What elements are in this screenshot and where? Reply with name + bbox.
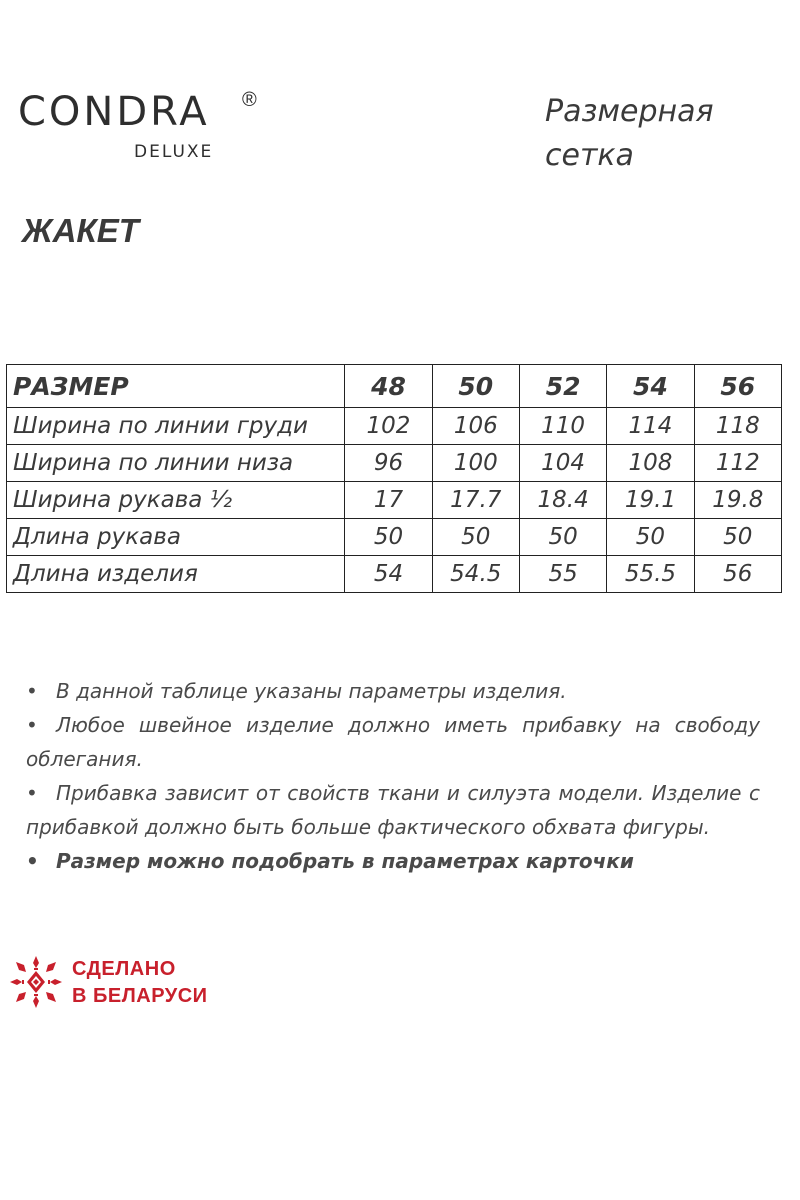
table-cell: 54.5 [432, 556, 519, 593]
list-item [26, 776, 760, 844]
notes-list [26, 674, 760, 878]
table-cell: 112 [694, 445, 781, 482]
size-table-header-row [7, 365, 782, 408]
product-name: ЖАКЕТ [22, 212, 139, 249]
page-title [545, 90, 785, 178]
row-label: Ширина по линии груди [7, 408, 345, 445]
table-row [7, 445, 782, 482]
table-cell: 108 [607, 445, 694, 482]
table-cell: 56 [694, 556, 781, 593]
list-item [26, 708, 760, 776]
row-label: Ширина по линии низа [7, 445, 345, 482]
size-header-cell: 54 [607, 365, 694, 408]
size-header-cell: 50 [432, 365, 519, 408]
note-text: Прибавка зависит от свойств ткани и силуэта модели. Изделие с прибавкой должно быть больше фактического обхвата фигуры. [26, 781, 760, 839]
page-title-line1: Размерная [545, 94, 714, 129]
table-row [7, 519, 782, 556]
table-cell: 19.1 [607, 482, 694, 519]
size-table [6, 364, 782, 593]
table-cell: 55.5 [607, 556, 694, 593]
table-cell: 110 [519, 408, 606, 445]
table-cell: 19.8 [694, 482, 781, 519]
table-cell: 50 [519, 519, 606, 556]
table-cell: 106 [432, 408, 519, 445]
row-label: Длина рукава [7, 519, 345, 556]
table-cell: 104 [519, 445, 606, 482]
table-cell: 96 [345, 445, 432, 482]
page-title-line2: сетка [545, 138, 634, 173]
bullet-icon: • [26, 679, 38, 703]
table-cell: 18.4 [519, 482, 606, 519]
table-cell: 54 [345, 556, 432, 593]
bullet-icon: • [26, 849, 39, 873]
table-cell: 50 [432, 519, 519, 556]
size-header-cell: 48 [345, 365, 432, 408]
logo-registered-mark: ® [242, 89, 257, 111]
table-cell: 50 [694, 519, 781, 556]
note-text: Любое швейное изделие должно иметь прибавку на свободу облегания. [26, 713, 760, 771]
list-item [26, 674, 760, 708]
logo-subtitle: DELUXE [134, 142, 214, 162]
note-text: Размер можно подобрать в параметрах карточки [56, 849, 634, 873]
badge-line2: В БЕЛАРУСИ [72, 985, 208, 1007]
bullet-icon: • [26, 781, 38, 805]
table-row [7, 482, 782, 519]
table-cell: 114 [607, 408, 694, 445]
table-cell: 50 [607, 519, 694, 556]
table-cell: 100 [432, 445, 519, 482]
table-cell: 17 [345, 482, 432, 519]
table-row [7, 556, 782, 593]
badge-line1: СДЕЛАНО [72, 958, 176, 980]
size-header-label: РАЗМЕР [7, 365, 345, 408]
list-item [26, 844, 760, 878]
size-header-cell: 52 [519, 365, 606, 408]
table-cell: 50 [345, 519, 432, 556]
table-cell: 102 [345, 408, 432, 445]
table-cell: 55 [519, 556, 606, 593]
table-cell: 17.7 [432, 482, 519, 519]
row-label: Длина изделия [7, 556, 345, 593]
logo-brand-text: CONDRA [18, 89, 210, 135]
row-label: Ширина рукава ½ [7, 482, 345, 519]
note-text: В данной таблице указаны параметры изделия. [56, 679, 567, 703]
ornament-star-icon [8, 954, 64, 1010]
brand-logo [18, 89, 278, 172]
bullet-icon: • [26, 713, 38, 737]
size-header-cell: 56 [694, 365, 781, 408]
made-in-belarus-badge [8, 954, 248, 1014]
badge-text [72, 956, 208, 1010]
table-row [7, 408, 782, 445]
table-cell: 118 [694, 408, 781, 445]
